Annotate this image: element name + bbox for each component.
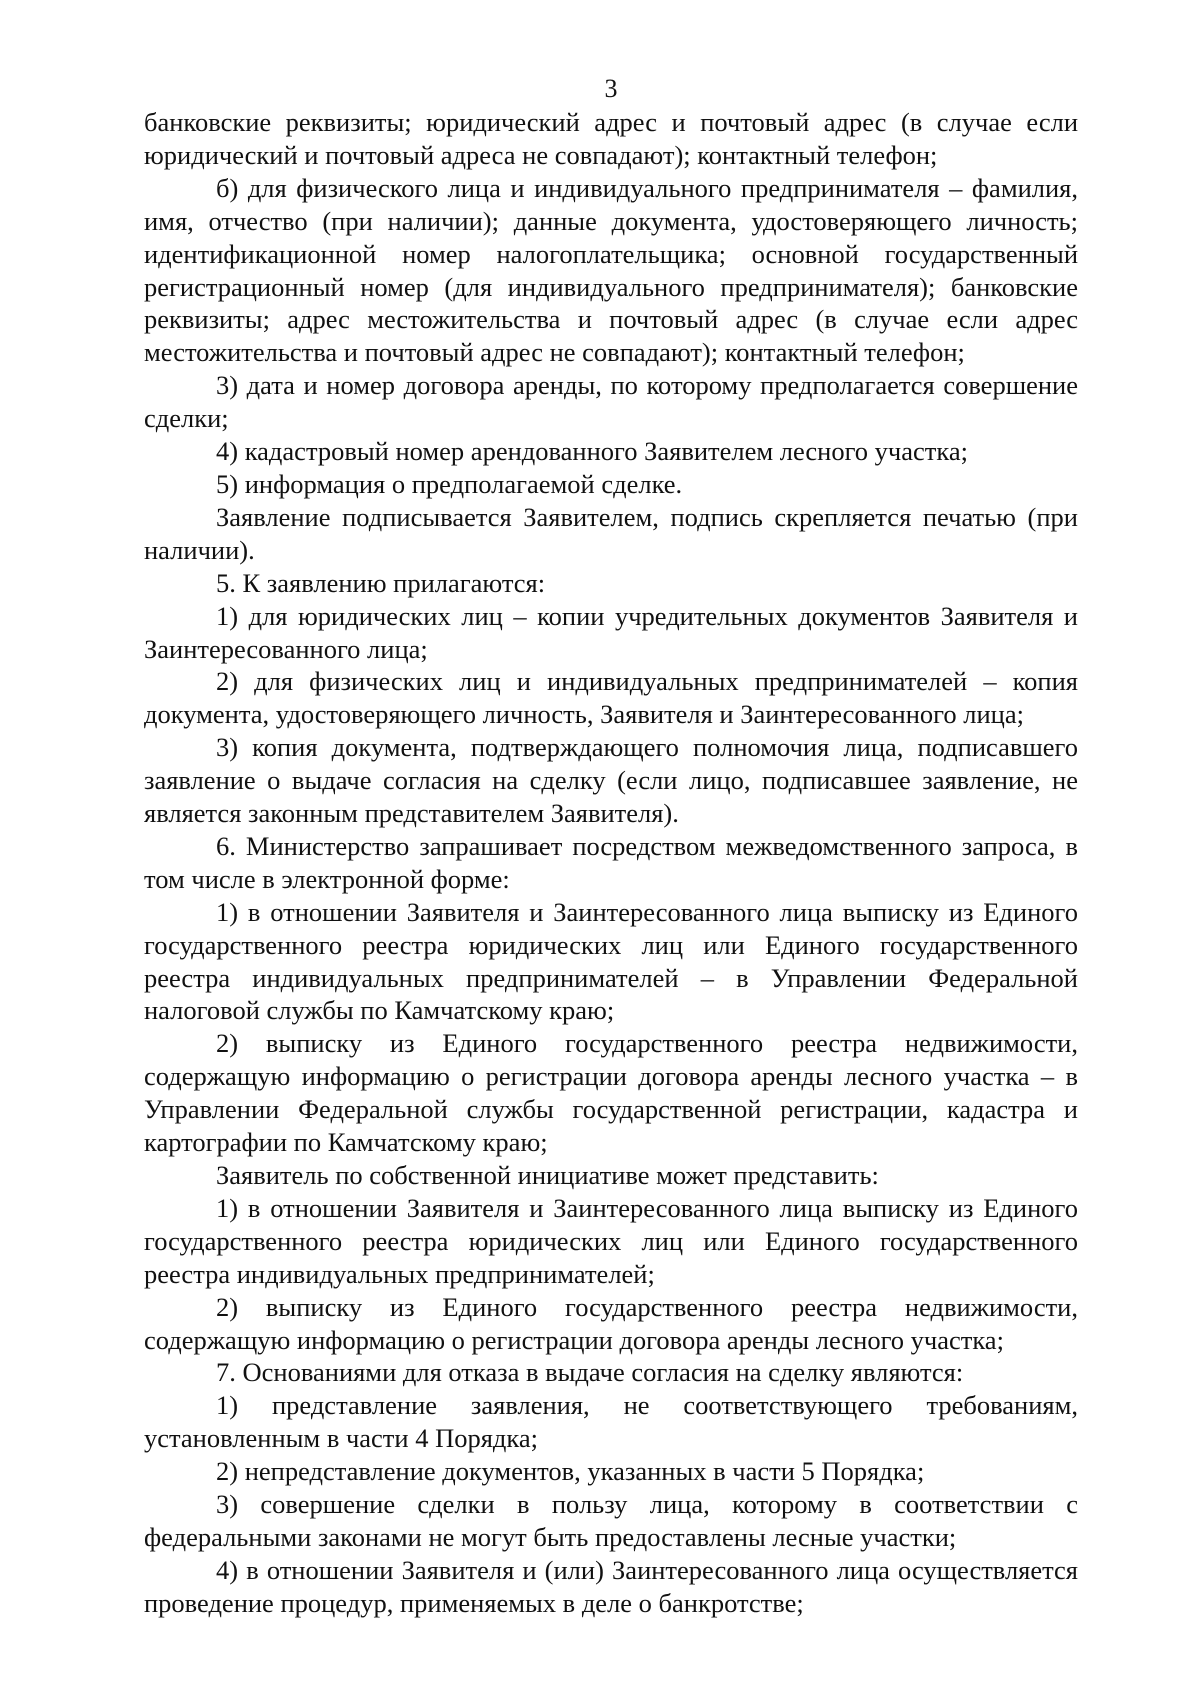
- paragraph: Заявление подписывается Заявителем, подпись скрепляется печатью (при наличии).: [144, 501, 1078, 565]
- paragraph: 1) представление заявления, не соответствующего требованиям, установленным в части 4 Порядка;: [144, 1390, 1078, 1454]
- paragraph: 5) информация о предполагаемой сделке.: [216, 468, 683, 499]
- paragraph: 2) непредставление документов, указанных в части 5 Порядка;: [216, 1456, 925, 1487]
- paragraph: 4) в отношении Заявителя и (или) Заинтересованного лица осуществляется проведение процедур, применяемых в деле о банкротстве;: [144, 1554, 1078, 1618]
- paragraph: 7. Основаниями для отказа в выдаче согласия на сделку являются:: [216, 1357, 964, 1388]
- paragraph: 4) кадастровый номер арендованного Заявителем лесного участка;: [216, 436, 968, 467]
- paragraph: банковские реквизиты; юридический адрес и почтовый адрес (в случае если юридический и почтовый адреса не совпадают); контактный телефон;: [144, 107, 1078, 170]
- paragraph: 1) в отношении Заявителя и Заинтересованного лица выписку из Единого государственного реестра юридических лиц или Единого государственного реестра индивидуальных предпринимателей;: [144, 1192, 1078, 1289]
- page-number: 3: [604, 74, 618, 103]
- paragraph: 2) выписку из Единого государственного реестра недвижимости, содержащую информацию о регистрации договора аренды лесного участка – в Управлении Федеральной службы государственной регистрации, кадастра и картографии по Камчатскому краю;: [144, 1028, 1078, 1158]
- paragraph: 3) дата и номер договора аренды, по которому предполагается совершение сделки;: [144, 370, 1078, 434]
- paragraph: 6. Министерство запрашивает посредством межведомственного запроса, в том числе в электронной форме:: [144, 830, 1078, 894]
- paragraph: 2) выписку из Единого государственного реестра недвижимости, содержащую информацию о регистрации договора аренды лесного участка;: [144, 1291, 1078, 1355]
- document-body: [144, 106, 1078, 1620]
- paragraph: Заявитель по собственной инициативе может представить:: [216, 1160, 879, 1190]
- paragraph: б) для физического лица и индивидуального предпринимателя – фамилия, имя, отчество (при наличии); данные документа, удостоверяющего личность; идентификационной номер налогоплательщика; основной государственный регистрационный номер (для индивидуального предпринимателя); банковские реквизиты; адрес местожительства и почтовый адрес (в случае если адрес местожительства и почтовый адрес не совпадают); контактный телефон;: [144, 172, 1078, 368]
- paragraph: 1) в отношении Заявителя и Заинтересованного лица выписку из Единого государственного реестра юридических лиц или Единого государственного реестра индивидуальных предпринимателей – в Управлении Федеральной налоговой службы по Камчатскому краю;: [144, 896, 1078, 1026]
- paragraph: 2) для физических лиц и индивидуальных предпринимателей – копия документа, удостоверяющего личность, Заявителя и Заинтересованного лица;: [144, 666, 1078, 730]
- paragraph: 3) совершение сделки в пользу лица, которому в соответствии с федеральными законами не могут быть предоставлены лесные участки;: [144, 1489, 1078, 1552]
- paragraph: 1) для юридических лиц – копии учредительных документов Заявителя и Заинтересованного лица;: [144, 600, 1078, 664]
- paragraph: 5. К заявлению прилагаются:: [216, 567, 546, 598]
- paragraph: 3) копия документа, подтверждающего полномочия лица, подписавшего заявление о выдаче согласия на сделку (если лицо, подписавшее заявление, не является законным представителем Заявителя).: [144, 732, 1078, 829]
